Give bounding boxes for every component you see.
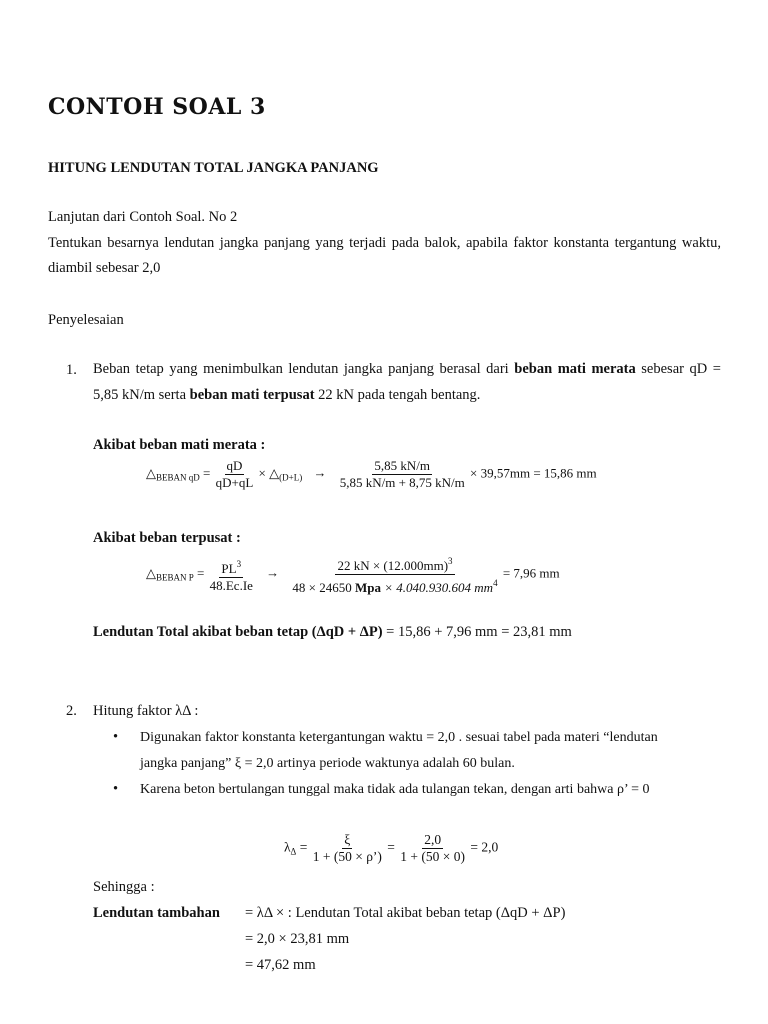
bullet-icon: •	[113, 729, 119, 745]
merata-frac1-den: qD+qL	[215, 475, 254, 490]
merata-fraction-1	[214, 458, 256, 491]
merata-frac1-num: qD	[226, 458, 243, 473]
lambda-fraction-1	[311, 832, 384, 865]
total-line-bold: Lendutan Total akibat beban tetap (ΔqD + ΔP)	[93, 624, 383, 640]
merata-result: × 39,57mm = 15,86 mm	[470, 465, 597, 481]
terpusat-frac1-num-sup: 3	[236, 558, 242, 569]
terpusat-lhs-sub: BEBAN P	[156, 572, 194, 583]
tambahan-line-2: = 2,0 × 23,81 mm	[245, 931, 350, 947]
item-1-bold-a: beban mati merata	[514, 361, 636, 377]
item-1-text-c: 22 kN pada tengah bentang.	[314, 387, 481, 403]
terpusat-frac2-den-sup: 4	[493, 578, 498, 588]
bullet-1-line-b: jangka panjang” ξ = 2,0 artinya periode waktunya adalah 60 bulan.	[140, 756, 515, 771]
terpusat-frac1-num	[219, 556, 243, 578]
lambda-f1-num: ξ	[344, 832, 351, 847]
delta-symbol: △	[146, 566, 156, 582]
total-line	[93, 624, 572, 641]
terpusat-frac2-num	[335, 553, 454, 575]
merata-frac2-den: 5,85 kN/m + 8,75 kN/m	[339, 475, 465, 490]
penyelesaian-heading: Penyelesaian	[48, 312, 124, 328]
page-subtitle: HITUNG LENDUTAN TOTAL JANGKA PANJANG	[48, 160, 379, 176]
page-title: CONTOH SOAL 3	[48, 94, 266, 120]
merata-delta-sub: (D+L)	[279, 472, 303, 483]
terpusat-frac2-den	[290, 575, 499, 596]
lambda-equation	[284, 832, 498, 865]
item-1-bold-b: beban mati terpusat	[189, 387, 315, 403]
lambda-result: = 2,0	[470, 839, 499, 855]
terpusat-frac2-den-a: 48 × 24650	[292, 580, 356, 595]
terpusat-frac2-num-text: 22 kN × (12.000mm)	[337, 558, 449, 573]
terpusat-fraction-2	[290, 553, 499, 596]
tambahan-line-1: = λΔ × : Lendutan Total akibat beban tetap (ΔqD + ΔP)	[245, 905, 566, 921]
terpusat-fraction-1	[208, 556, 255, 594]
terpusat-frac2-num-sup: 3	[448, 556, 453, 566]
bullet-1-line-a: Digunakan faktor konstanta ketergantungan waktu = 2,0 . sesuai tabel pada materi “lendutan	[140, 730, 658, 745]
terpusat-frac1-den: 48.Ec.Ie	[209, 577, 253, 593]
merata-equation	[146, 458, 597, 491]
lambda-f2-den: 1 + (50 × 0)	[400, 849, 466, 864]
lambda-eq-2: =	[387, 839, 395, 855]
item-1-text-a: Beban tetap yang menimbulkan lendutan jangka panjang berasal dari	[93, 361, 515, 377]
terpusat-frac1-num-text: PL	[221, 560, 237, 576]
bullet-2-text: Karena beton bertulangan tunggal maka tidak ada tulangan tekan, dengan arti bahwa ρ’ = 0	[140, 782, 650, 797]
tambahan-line-3: = 47,62 mm	[245, 957, 316, 973]
arrow-icon: →	[266, 565, 280, 581]
bullet-icon: •	[113, 781, 119, 797]
lambda-lhs-sub: Δ	[290, 846, 297, 857]
item-2-number: 2.	[66, 703, 77, 719]
merata-lhs-sub: BEBAN qD	[156, 472, 200, 483]
total-line-rest: = 15,86 + 7,96 mm = 23,81 mm	[382, 624, 572, 640]
lambda-eq-1: =	[299, 839, 308, 855]
terpusat-frac2-den-c: × 4.040.930.604 mm	[381, 580, 494, 595]
terpusat-heading: Akibat beban terpusat :	[93, 530, 241, 546]
terpusat-result: = 7,96 mm	[502, 565, 560, 581]
merata-eq-sign: =	[203, 465, 211, 481]
lambda-f1-den: 1 + (50 × ρ’)	[312, 849, 382, 864]
intro-line-1: Lanjutan dari Contoh Soal. No 2	[48, 209, 238, 225]
intro-line-2: Tentukan besarnya lendutan jangka panjang yang terjadi pada balok, apabila faktor konstanta tergantung waktu, diambil sebesar 2,0	[48, 235, 721, 276]
merata-heading: Akibat beban mati merata :	[93, 437, 266, 453]
lambda-fraction-2	[398, 832, 467, 865]
tambahan-label: Lendutan tambahan	[93, 905, 220, 921]
item-1-text-b: sebesar qD = 5,85 kN/m serta	[93, 361, 721, 403]
item-1-text	[93, 356, 721, 408]
delta-symbol: △	[146, 466, 156, 482]
lambda-f2-num: 2,0	[424, 832, 442, 847]
item-2-text: Hitung faktor λΔ :	[93, 703, 199, 719]
item-1-number: 1.	[66, 362, 77, 378]
sehingga-label: Sehingga :	[93, 879, 155, 895]
terpusat-eq-sign: =	[197, 565, 205, 581]
merata-times-delta: × △	[258, 465, 280, 481]
merata-frac2-num: 5,85 kN/m	[374, 458, 431, 473]
lambda-lhs: λ	[284, 839, 291, 855]
terpusat-frac2-den-b: Mpa	[355, 580, 382, 595]
merata-fraction-2	[338, 458, 467, 491]
terpusat-equation	[146, 553, 560, 596]
arrow-icon: →	[313, 465, 327, 481]
